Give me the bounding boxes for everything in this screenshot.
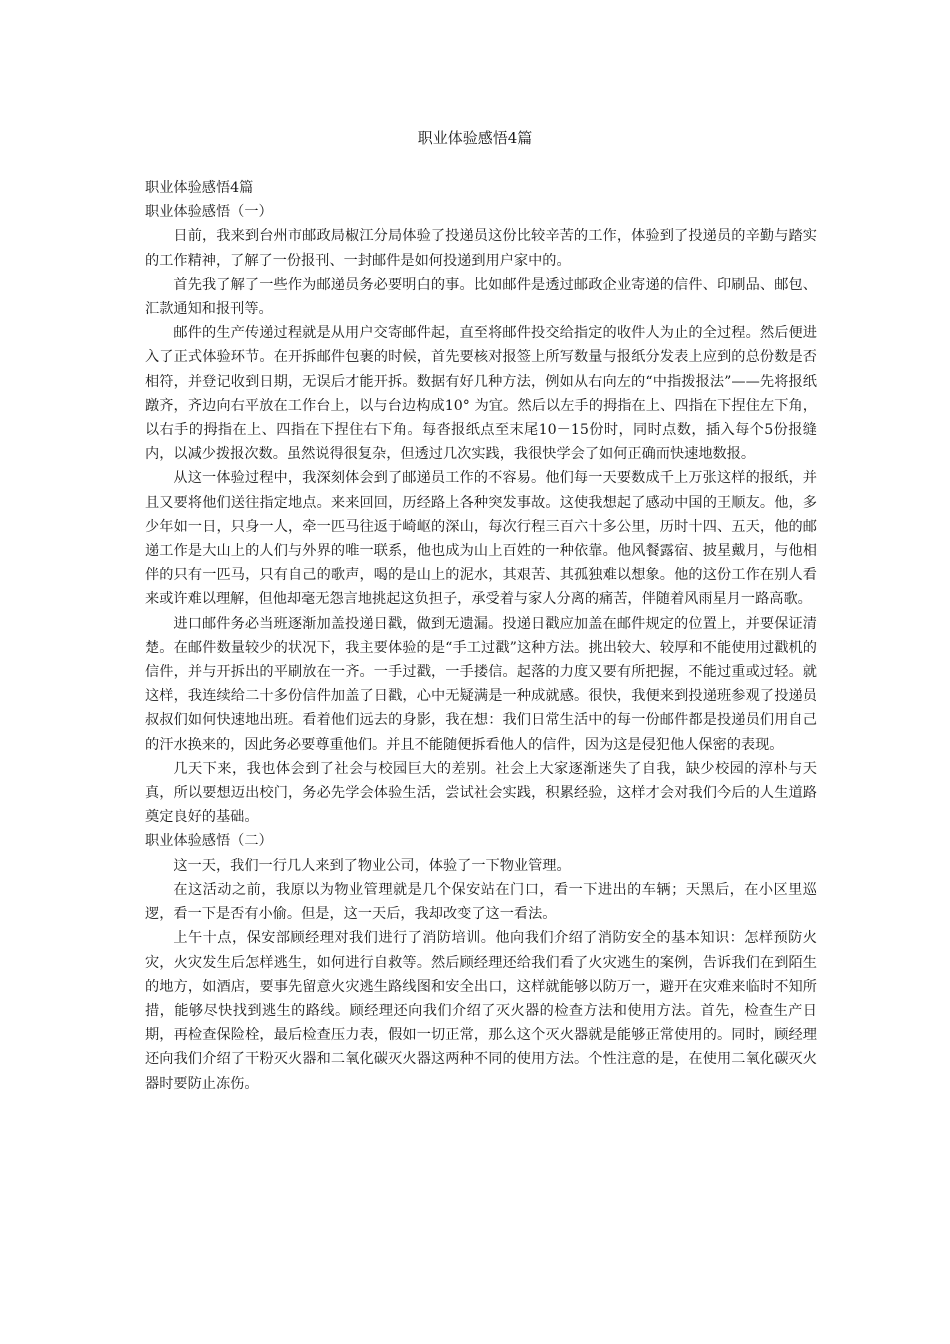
section-heading: 职业体验感悟4篇 [145, 180, 254, 196]
section-heading: 职业体验感悟（二） [145, 833, 273, 850]
body-paragraph: 这一天，我们一行几人来到了物业公司，体验了一下物业管理。 [173, 857, 571, 874]
body-paragraph: 上午十点，保安部顾经理对我们进行了消防培训。他向我们介绍了消防安全的基本知识：怎样预防火灾，火灾发生后怎样逃生，如何进行自救等。然后顾经理还给我们看了火灾逃生的案例，告诉我们在到陌生的地方，如酒店，要事先留意火灾逃生路线图和安全出口，这样就能够以防万一，避开在灾难来临时不知所措，能够尽快找到逃生的路线。顾经理还向我们介绍了灭火器的检查方法和使用方法。首先，检查生产日期，再检查保险栓，最后检查压力表，假如一切正常，那么这个灭火器就是能够正常使用的。同时，顾经理还向我们介绍了干粉灭火器和二氧化碳灭火器这两种不同的使用方法。个性注意的是，在使用二氧化碳灭火器时要防止冻伤。 [145, 930, 817, 1092]
body-paragraph: 首先我了解了一些作为邮递员务必要明白的事。比如邮件是透过邮政企业寄递的信件、印刷品、邮包、汇款通知和报刊等。 [145, 276, 817, 318]
document-body [145, 176, 817, 1096]
document-title: 职业体验感悟4篇 [417, 129, 533, 147]
section-heading: 职业体验感悟（一） [145, 204, 273, 221]
body-paragraph: 从这一体验过程中，我深刻体会到了邮递员工作的不容易。他们每一天要数成千上万张这样的报纸，并且又要将他们送往指定地点。来来回回，历经路上各种突发事故。这使我想起了感动中国的王顺友。他，多少年如一日，只身一人，牵一匹马往返于崎岖的深山，每次行程三百六十多公里，历时十四、五天，他的邮递工作是大山上的人们与外界的唯一联系，他也成为山上百姓的一种依靠。他风餐露宿、披星戴月，与他相伴的只有一匹马，只有自己的歌声，喝的是山上的泥水，其艰苦、其孤独难以想象。他的这份工作在别人看来或许难以理解，但他却毫无怨言地挑起这负担子，承受着与家人分离的痛苦，伴随着风雨星月一路高歌。 [145, 470, 817, 608]
body-paragraph: 进口邮件务必当班逐渐加盖投递日戳，做到无遗漏。投递日戳应加盖在邮件规定的位置上，并要保证清楚。在邮件数量较少的状况下，我主要体验的是“手工过戳”这种方法。挑出较大、较厚和不能使用过戳机的信件，并与开拆出的平刷放在一齐。一手过戳，一手搂信。起落的力度又要有所把握，不能过重或过轻。就这样，我连续给二十多份信件加盖了日戳，心中无疑满是一种成就感。很快，我便来到投递班参观了投递员叔叔们如何快速地出班。看着他们远去的身影，我在想：我们日常生活中的每一份邮件都是投递员们用自己的汗水换来的，因此务必要尊重他们。并且不能随便拆看他人的信件，因为这是侵犯他人保密的表现。 [145, 615, 817, 753]
body-paragraph: 在这活动之前，我原以为物业管理就是几个保安站在门口，看一下进出的车辆；天黑后，在小区里巡逻，看一下是否有小偷。但是，这一天后，我却改变了这一看法。 [145, 881, 817, 923]
body-paragraph: 几天下来，我也体会到了社会与校园巨大的差别。社会上大家逐渐迷失了自我，缺少校园的淳朴与天真，所以要想迈出校门，务必先学会体验生活，尝试社会实践，积累经验，这样才会对我们今后的人生道路奠定良好的基础。 [145, 760, 817, 826]
body-paragraph: 邮件的生产传递过程就是从用户交寄邮件起，直至将邮件投交给指定的收件人为止的全过程。然后便进入了正式体验环节。在开拆邮件包裹的时候，首先要核对报签上所写数量与报纸分发表上应到的总份数是否相符，并登记收到日期，无误后才能开拆。数据有好几种方法，例如从右向左的“中指拨报法”——先将报纸蹾齐，齐边向右平放在工作台上，以与台边构成10° 为宜。然后以左手的拇指在上、四指在下捏住左下角，以右手的拇指在上、四指在下捏住右下角。每沓报纸点至末尾10－15份时，同时点数，插入每个5份报缝内，以减少拨报次数。虽然说得很复杂，但透过几次实践，我很快学会了如何正确而快速地数报。 [145, 325, 817, 463]
body-paragraph: 日前，我来到台州市邮政局椒江分局体验了投递员这份比较辛苦的工作，体验到了投递员的辛勤与踏实的工作精神，了解了一份报刊、一封邮件是如何投递到用户家中的。 [145, 228, 817, 269]
